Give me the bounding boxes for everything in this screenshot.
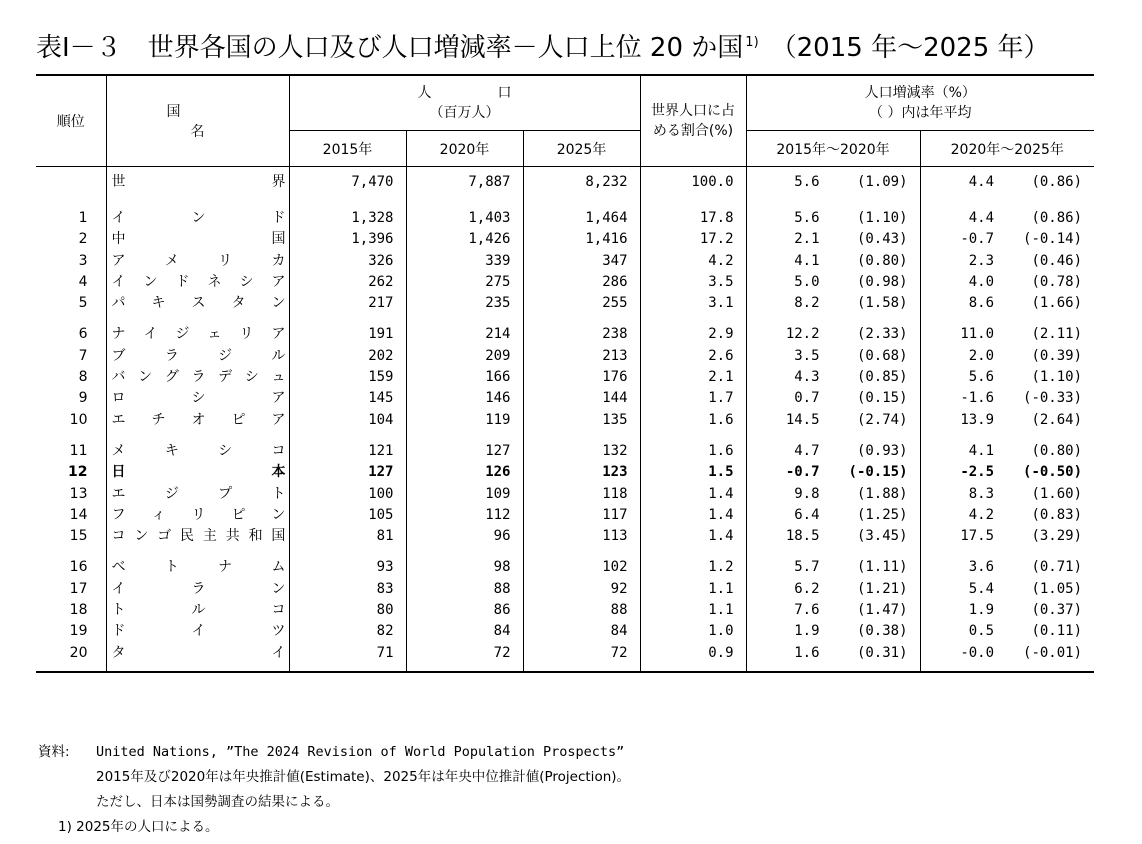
pop-2025: 92 (523, 579, 640, 600)
rate-2015-2020: 4.1 (0.80) (746, 251, 920, 272)
table-row (36, 229, 1094, 250)
share: 17.2 (640, 229, 746, 250)
pop-2015: 7,470 (289, 167, 406, 198)
country-name: イ ン ド ネ シ ア (106, 272, 289, 293)
share: 1.1 (640, 600, 746, 621)
rank-cell: 7 (78, 347, 88, 364)
row-spacer (36, 314, 1094, 324)
rate-2015-2020: 4.7 (0.93) (746, 441, 920, 462)
note-line-3: ただし、日本は国勢調査の結果による。 (96, 794, 339, 810)
rate-2015-2020: 4.3 (0.85) (746, 367, 920, 388)
rate-2015-2020: -0.7 (-0.15) (746, 462, 920, 483)
rate-2015-2020: 5.6 (1.09) (746, 167, 920, 198)
table-row (36, 251, 1094, 272)
share: 1.4 (640, 505, 746, 526)
table-row (36, 441, 1094, 462)
pop-2020: 166 (406, 367, 523, 388)
rate-2020-2025: -1.6 (-0.33) (920, 388, 1094, 409)
table-row (36, 621, 1094, 642)
pop-2025: 84 (523, 621, 640, 642)
rank-cell: 11 (69, 442, 88, 459)
rate-2020-2025: 8.6 (1.66) (920, 293, 1094, 314)
country-name: ロ シ ア (106, 388, 289, 409)
country-name: ト ル コ (106, 600, 289, 621)
table-row (36, 208, 1094, 229)
pop-2015: 82 (289, 621, 406, 642)
table-row (36, 367, 1094, 388)
table-row (36, 505, 1094, 526)
rank-cell: 4 (78, 273, 88, 290)
title-years: （2015 年～2025 年） (770, 33, 1050, 63)
rate-2015-2020: 1.9 (0.38) (746, 621, 920, 642)
rate-2020-2025: 0.5 (0.11) (920, 621, 1094, 642)
rank-cell: 15 (69, 528, 88, 545)
rate-2020-2025: 17.5 (3.29) (920, 526, 1094, 547)
rate-2015-2020: 14.5 (2.74) (746, 410, 920, 431)
world-row (36, 167, 1094, 198)
pop-2015: 100 (289, 484, 406, 505)
rate-2020-2025: 3.6 (0.71) (920, 557, 1094, 578)
pop-2020: 127 (406, 441, 523, 462)
table-row (36, 579, 1094, 600)
table-body (36, 167, 1094, 672)
pop-2015: 1,328 (289, 208, 406, 229)
table-row (36, 410, 1094, 431)
rate-2020-2025: 5.6 (1.10) (920, 367, 1094, 388)
rate-2020-2025: 11.0 (2.11) (920, 324, 1094, 345)
table-row (36, 600, 1094, 621)
pop-2015: 262 (289, 272, 406, 293)
pop-2015: 104 (289, 410, 406, 431)
pop-2020: 214 (406, 324, 523, 345)
pop-2025: 113 (523, 526, 640, 547)
pop-2020: 84 (406, 621, 523, 642)
rate-2020-2025: 2.3 (0.46) (920, 251, 1094, 272)
share: 4.2 (640, 251, 746, 272)
rate-2020-2025: 4.1 (0.80) (920, 441, 1094, 462)
source-note (38, 740, 630, 765)
pop-2015: 83 (289, 579, 406, 600)
rate-2015-2020: 8.2 (1.58) (746, 293, 920, 314)
share: 1.0 (640, 621, 746, 642)
row-spacer (36, 547, 1094, 557)
rate-2015-2020: 2.1 (0.43) (746, 229, 920, 250)
pop-2025: 176 (523, 367, 640, 388)
rate-2015-2020: 3.5 (0.68) (746, 346, 920, 367)
pop-2020: 119 (406, 410, 523, 431)
rate-2020-2025: -0.7 (-0.14) (920, 229, 1094, 250)
header-period-2015-2020: 2015年～2020年 (746, 131, 920, 167)
rank-cell: 5 (78, 295, 88, 312)
rate-2020-2025: 4.2 (0.83) (920, 505, 1094, 526)
country-name: ア メ リ カ (106, 251, 289, 272)
rank-cell: 1 (78, 210, 88, 226)
country-name: ベ ト ナ ム (106, 557, 289, 578)
pop-2025: 88 (523, 600, 640, 621)
pop-2020: 7,887 (406, 167, 523, 198)
row-spacer (36, 431, 1094, 441)
country-name: 中 国 (106, 229, 289, 250)
pop-2015: 159 (289, 367, 406, 388)
pop-2025: 118 (523, 484, 640, 505)
table-row (36, 462, 1094, 483)
share: 100.0 (640, 167, 746, 198)
pop-2015: 121 (289, 441, 406, 462)
rank-cell: 13 (69, 485, 88, 502)
share: 1.7 (640, 388, 746, 409)
pop-2025: 117 (523, 505, 640, 526)
country-name: メ キ シ コ (106, 441, 289, 462)
rank-cell: 19 (69, 623, 88, 640)
rank-cell: 20 (36, 643, 106, 672)
header-rate-line1: 人口増減率（%） (864, 85, 976, 101)
share: 3.5 (640, 272, 746, 293)
rate-2015-2020: 7.6 (1.47) (746, 600, 920, 621)
rank-cell: 6 (78, 326, 88, 343)
rate-2020-2025: -2.5 (-0.50) (920, 462, 1094, 483)
pop-2020: 86 (406, 600, 523, 621)
footnote-1: 1) 2025年の人口による。 (58, 819, 219, 835)
rate-2020-2025: 4.0 (0.78) (920, 272, 1094, 293)
rank-cell: 14 (69, 506, 88, 523)
pop-2020: 88 (406, 579, 523, 600)
share: 1.2 (640, 557, 746, 578)
pop-2015: 145 (289, 388, 406, 409)
pop-2025: 1,464 (523, 208, 640, 229)
pop-2020: 98 (406, 557, 523, 578)
rate-2015-2020: 5.6 (1.10) (746, 208, 920, 229)
pop-2015: 71 (289, 643, 406, 672)
source-text: United Nations, ”The 2024 Revision of World Population Prospects” (96, 744, 625, 760)
pop-2015: 217 (289, 293, 406, 314)
pop-2025: 286 (523, 272, 640, 293)
rate-2015-2020: 9.8 (1.88) (746, 484, 920, 505)
table-row (36, 388, 1094, 409)
rank-cell (36, 167, 106, 198)
title-text: 表Ⅰ－３ 世界各国の人口及び人口増減率－人口上位 20 か国 (36, 33, 744, 63)
table-row (36, 324, 1094, 345)
country-name: エ チ オ ピ ア (106, 410, 289, 431)
pop-2015: 105 (289, 505, 406, 526)
pop-2020: 1,403 (406, 208, 523, 229)
population-table-container (36, 74, 1094, 673)
header-population (289, 75, 640, 131)
pop-2025: 123 (523, 462, 640, 483)
header-2020: 2020年 (406, 131, 523, 167)
pop-2020: 1,426 (406, 229, 523, 250)
pop-2015: 81 (289, 526, 406, 547)
country-name: 日 本 (106, 462, 289, 483)
share: 2.1 (640, 367, 746, 388)
pop-2020: 146 (406, 388, 523, 409)
share: 1.6 (640, 410, 746, 431)
pop-2025: 135 (523, 410, 640, 431)
population-table (36, 74, 1094, 673)
table-title (36, 30, 1116, 66)
rate-2015-2020: 1.6 (0.31) (746, 643, 920, 672)
pop-2025: 72 (523, 643, 640, 672)
rank-cell: 9 (78, 390, 88, 407)
row-spacer (36, 197, 1094, 208)
rate-2015-2020: 6.4 (1.25) (746, 505, 920, 526)
country-name: ナ イ ジ ェ リ ア (106, 324, 289, 345)
rate-2015-2020: 0.7 (0.15) (746, 388, 920, 409)
header-population-label: 人 口 (417, 85, 538, 101)
pop-2025: 1,416 (523, 229, 640, 250)
pop-2020: 275 (406, 272, 523, 293)
rate-2015-2020: 18.5 (3.45) (746, 526, 920, 547)
rank-cell: 16 (69, 559, 88, 576)
table-row (36, 272, 1094, 293)
share: 2.6 (640, 346, 746, 367)
country-name: 世 界 (106, 167, 289, 198)
rate-2020-2025: 1.9 (0.37) (920, 600, 1094, 621)
country-name: タ イ (106, 643, 289, 672)
header-rate (746, 75, 1094, 131)
share: 1.5 (640, 462, 746, 483)
header-2015: 2015年 (289, 131, 406, 167)
pop-2020: 96 (406, 526, 523, 547)
pop-2020: 235 (406, 293, 523, 314)
header-share-line2: める割合(%) (652, 123, 734, 139)
rate-2015-2020: 6.2 (1.21) (746, 579, 920, 600)
table-row (36, 526, 1094, 547)
pop-2025: 144 (523, 388, 640, 409)
country-name: イ ラ ン (106, 579, 289, 600)
table-row (36, 643, 1094, 672)
rate-2020-2025: 8.3 (1.60) (920, 484, 1094, 505)
pop-2025: 8,232 (523, 167, 640, 198)
pop-2015: 202 (289, 346, 406, 367)
pop-2015: 191 (289, 324, 406, 345)
header-period-2020-2025: 2020年～2025年 (920, 131, 1094, 167)
pop-2020: 112 (406, 505, 523, 526)
header-population-unit: （百万人） (429, 105, 500, 121)
country-name: ド イ ツ (106, 621, 289, 642)
pop-2015: 127 (289, 462, 406, 483)
rate-2020-2025: 13.9 (2.64) (920, 410, 1094, 431)
table-row (36, 557, 1094, 578)
pop-2020: 72 (406, 643, 523, 672)
rate-2020-2025: 5.4 (1.05) (920, 579, 1094, 600)
pop-2020: 109 (406, 484, 523, 505)
country-name: フ ィ リ ピ ン (106, 505, 289, 526)
country-name: イ ン ド (106, 208, 289, 229)
rank-cell: 2 (78, 231, 88, 248)
pop-2025: 132 (523, 441, 640, 462)
pop-2025: 347 (523, 251, 640, 272)
country-name: エ ジ プ ト (106, 484, 289, 505)
pop-2020: 209 (406, 346, 523, 367)
pop-2015: 80 (289, 600, 406, 621)
rate-2020-2025: 2.0 (0.39) (920, 346, 1094, 367)
share: 17.8 (640, 208, 746, 229)
table-row (36, 346, 1094, 367)
table-row (36, 293, 1094, 314)
country-name: バ ン グ ラ デ シ ュ (106, 367, 289, 388)
share: 1.4 (640, 484, 746, 505)
rate-2015-2020: 5.0 (0.98) (746, 272, 920, 293)
share: 1.4 (640, 526, 746, 547)
pop-2015: 93 (289, 557, 406, 578)
pop-2025: 255 (523, 293, 640, 314)
rank-cell: 8 (78, 369, 88, 386)
header-2025: 2025年 (523, 131, 640, 167)
pop-2020: 126 (406, 462, 523, 483)
country-name: コ ン ゴ 民 主 共 和 国 (106, 526, 289, 547)
title-footnote-mark: 1) (745, 35, 759, 51)
share: 0.9 (640, 643, 746, 672)
header-rate-line2: （ ）内は年平均 (869, 105, 972, 121)
note-line-2: 2015年及び2020年は年央推計値(Estimate)、2025年は年央中位推計値(Projection)。 (96, 769, 631, 785)
country-name: ブ ラ ジ ル (106, 346, 289, 367)
rank-cell: 12 (68, 464, 88, 481)
header-share (640, 75, 746, 167)
rank-cell: 3 (78, 252, 88, 269)
pop-2025: 213 (523, 346, 640, 367)
rate-2020-2025: -0.0 (-0.01) (920, 643, 1094, 672)
country-name: パ キ ス タ ン (106, 293, 289, 314)
rate-2020-2025: 4.4 (0.86) (920, 167, 1094, 198)
source-label: 資料: (38, 744, 70, 760)
header-share-line1: 世界人口に占 (651, 103, 736, 119)
notes (38, 740, 630, 840)
pop-2015: 326 (289, 251, 406, 272)
rate-2020-2025: 4.4 (0.86) (920, 208, 1094, 229)
rate-2015-2020: 5.7 (1.11) (746, 557, 920, 578)
rank-cell: 17 (69, 580, 88, 597)
header-rank: 順位 (36, 75, 106, 167)
pop-2025: 238 (523, 324, 640, 345)
rate-2015-2020: 12.2 (2.33) (746, 324, 920, 345)
share: 1.6 (640, 441, 746, 462)
pop-2020: 339 (406, 251, 523, 272)
pop-2025: 102 (523, 557, 640, 578)
share: 1.1 (640, 579, 746, 600)
table-row (36, 484, 1094, 505)
header-country: 国 名 (106, 75, 289, 167)
share: 3.1 (640, 293, 746, 314)
pop-2015: 1,396 (289, 229, 406, 250)
rank-cell: 10 (69, 411, 88, 428)
rank-cell: 18 (69, 602, 88, 619)
share: 2.9 (640, 324, 746, 345)
